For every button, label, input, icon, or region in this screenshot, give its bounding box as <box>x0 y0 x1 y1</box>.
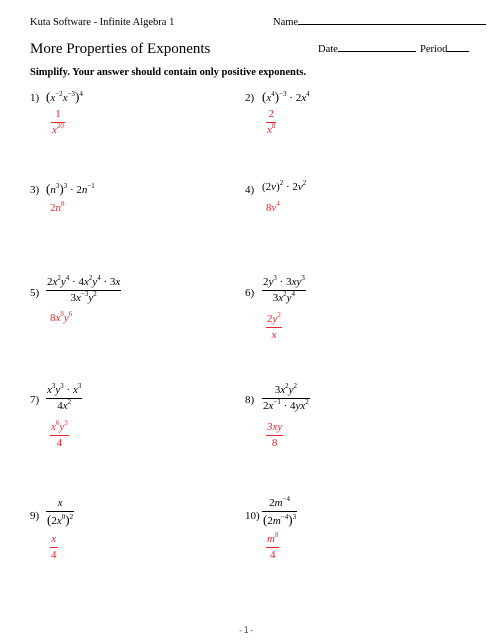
date-field[interactable] <box>318 44 416 55</box>
answer-base: n <box>55 202 61 214</box>
answer-denominator: 4 <box>56 436 63 449</box>
answer-exponent: 3 <box>64 419 68 427</box>
answer-exponent: 8 <box>271 121 276 130</box>
instructions: Simplify. Your answer should contain only positive exponents. <box>30 67 307 78</box>
name-blank[interactable] <box>298 24 486 25</box>
problem-number: 9) <box>30 510 40 522</box>
problem-number: 2) <box>245 92 255 104</box>
problem-number: 8) <box>245 394 255 406</box>
problem-number: 5) <box>30 287 40 299</box>
problem-8-answer <box>266 421 283 449</box>
problem-number: 1) <box>30 92 40 104</box>
problem-10-expression: $\frac{2m^{-4}}{(2m^{-4})^3}$ <box>263 495 297 527</box>
answer-base: v <box>271 202 277 214</box>
problem-1-expression: $(x^{-2}x^{-3})^4$ <box>46 89 83 104</box>
answer-exponent: 20 <box>56 121 64 130</box>
answer-exponent: 8 <box>274 531 279 539</box>
problem-9-answer <box>50 533 58 561</box>
answer-coefficient: 8 <box>266 202 272 214</box>
problem-7-expression: $\frac{x^3y^3 \cdot x^3}{4x^2}$ <box>47 382 82 412</box>
problem-number: 7) <box>30 394 40 406</box>
software-label: Kuta Software - Infinite Algebra 1 <box>30 17 175 28</box>
problem-number: 10) <box>245 510 260 522</box>
problem-4-expression: $(2v)^2 \cdot 2v^2$ <box>262 179 307 193</box>
problem-9-expression: $\frac{x}{(2x^0)^2}$ <box>47 497 74 527</box>
problem-3-expression: $(n^3)^3 \cdot 2n^{-1}$ <box>46 181 95 196</box>
problem-6-expression: $\frac{2y^3 \cdot 3xy^3}{3x^2y^4}$ <box>263 274 305 304</box>
answer-coefficient: 2 <box>50 202 56 214</box>
problem-10-answer <box>266 533 279 561</box>
date-blank[interactable] <box>338 51 416 52</box>
problem-6-answer <box>266 313 282 341</box>
answer-base: y <box>59 421 65 433</box>
period-label: Period <box>420 44 448 55</box>
problem-5-answer <box>50 310 73 324</box>
problem-number: 6) <box>245 287 255 299</box>
page-number: -1- <box>238 626 255 636</box>
problem-7-answer <box>50 421 69 449</box>
problem-number: 3) <box>30 184 40 196</box>
answer-numerator: 2 <box>266 108 276 123</box>
problem-8-expression: $\frac{3x^2y^2}{2x^{-1} \cdot 4yx^2}$ <box>263 382 309 412</box>
problem-4-answer <box>266 200 280 214</box>
answer-coefficient: 2 <box>267 313 273 325</box>
answer-exponent: 8 <box>60 310 64 318</box>
answer-coefficient: 8 <box>50 312 56 324</box>
answer-exponent: 8 <box>61 200 65 208</box>
answer-numerator: x <box>50 533 58 548</box>
answer-base: x <box>51 421 56 433</box>
problem-number: 4) <box>245 184 255 196</box>
date-label: Date <box>318 44 338 55</box>
answer-exponent: 6 <box>68 310 73 318</box>
answer-base: x <box>55 312 61 324</box>
name-label: Name <box>273 17 299 28</box>
worksheet-title: More Properties of Exponents <box>30 41 211 57</box>
problem-5-expression: $\frac{2x^2y^4 \cdot 4x^2y^4 \cdot 3x}{3x^{-3}y^2}$ <box>47 274 121 304</box>
period-field[interactable] <box>420 44 469 55</box>
answer-denominator: 4 <box>51 548 57 561</box>
problem-3-answer <box>50 200 65 214</box>
answer-exponent: 6 <box>55 419 60 427</box>
answer-exponent: 2 <box>277 311 281 319</box>
answer-base: m <box>267 533 275 545</box>
problem-2-answer <box>266 108 276 136</box>
answer-denominator: 4 <box>269 548 276 561</box>
answer-numerator: 1 <box>51 108 65 123</box>
answer-exponent: 4 <box>276 200 280 208</box>
answer-base: y <box>63 312 69 324</box>
answer-base: y <box>272 313 278 325</box>
period-blank[interactable] <box>447 51 469 52</box>
answer-base: x <box>267 123 272 136</box>
answer-base: x <box>52 123 57 136</box>
answer-numerator: 3xy <box>266 421 283 436</box>
answer-denominator: 8 <box>271 436 278 449</box>
name-field[interactable] <box>273 17 486 28</box>
problem-2-expression: $(x^4)^{-3} \cdot 2x^4$ <box>262 89 310 104</box>
problem-1-answer <box>51 108 65 136</box>
answer-denominator: x <box>271 328 277 341</box>
